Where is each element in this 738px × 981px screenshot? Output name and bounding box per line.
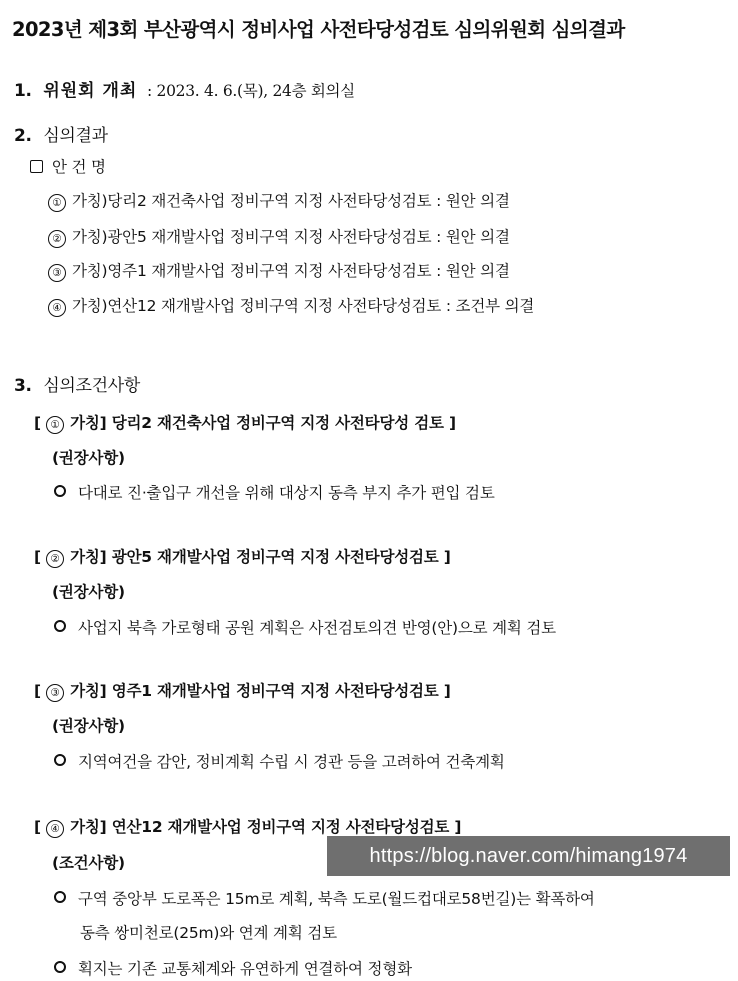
condition-bullet-text: 구역 중앙부 도로폭은 15m로 계획, 북측 도로(월드컵대로58번길)는 확폭하여 [78, 890, 595, 908]
condition-bullet [54, 887, 595, 909]
agenda-subheading-text: 안 건 명 [52, 158, 106, 176]
condition-block-title: 가칭] 광안5 재개발사업 정비구역 지정 사전타당성검토 ] [70, 548, 451, 566]
bullet-circle-icon [54, 485, 66, 497]
condition-bullet-text: 획지는 기존 교통체계와 유연하게 연결하여 정형화 [78, 960, 412, 978]
condition-block-header: [ ④ 가칭] 연산12 재개발사업 정비구역 지정 사전타당성검토 ] [34, 818, 462, 836]
section-1-value: : 2023. 4. 6.(목), 24층 회의실 [146, 82, 355, 100]
condition-block-header: [ ① 가칭] 당리2 재건축사업 정비구역 지정 사전타당성 검토 ] [34, 414, 456, 432]
blog-watermark: https://blog.naver.com/himang1974 [327, 836, 730, 876]
section-1-label: 위원회 개최 [43, 81, 138, 101]
condition-category: (권장사항) [52, 583, 125, 601]
condition-category: (권장사항) [52, 717, 125, 735]
condition-bullet-text: 사업지 북측 가로형태 공원 계획은 사전검토의견 반영(안)으로 계획 검토 [78, 619, 556, 637]
section-2-heading [14, 121, 108, 146]
section-2-number: 2. [14, 126, 32, 146]
condition-category: (조건사항) [52, 854, 125, 872]
condition-category: (권장사항) [52, 449, 125, 467]
condition-bullet [54, 957, 412, 979]
bullet-circle-icon [54, 961, 66, 973]
agenda-item-text: 가칭)영주1 재개발사업 정비구역 지정 사전타당성검토 : 원안 의결 [72, 262, 510, 280]
document-title: 2023년 제3회 부산광역시 정비사업 사전타당성검토 심의위원회 심의결과 [12, 18, 625, 41]
condition-block-header: [ ② 가칭] 광안5 재개발사업 정비구역 지정 사전타당성검토 ] [34, 548, 451, 566]
condition-block-title: 가칭] 연산12 재개발사업 정비구역 지정 사전타당성검토 ] [70, 818, 462, 836]
condition-bullet [54, 616, 556, 638]
agenda-item [48, 294, 534, 317]
circled-number: ③ [46, 684, 64, 702]
circled-number: ② [48, 230, 66, 248]
bullet-circle-icon [54, 754, 66, 766]
agenda-item [48, 189, 510, 212]
circled-number: ① [46, 416, 64, 434]
section-2-label: 심의결과 [43, 126, 108, 146]
section-1-number: 1. [14, 81, 32, 101]
agenda-item-text: 가칭)연산12 재개발사업 정비구역 지정 사전타당성검토 : 조건부 의결 [72, 297, 535, 315]
section-3-label: 심의조건사항 [43, 376, 141, 396]
section-3-heading [14, 371, 140, 396]
agenda-item-text: 가칭)당리2 재건축사업 정비구역 지정 사전타당성검토 : 원안 의결 [72, 192, 510, 210]
condition-bullet [54, 750, 505, 772]
condition-bullet [54, 481, 495, 503]
circled-number: ③ [48, 264, 66, 282]
section-3-number: 3. [14, 376, 32, 396]
condition-block-title: 가칭] 영주1 재개발사업 정비구역 지정 사전타당성검토 ] [70, 682, 451, 700]
condition-bullet-continuation: 동측 쌍미천로(25m)와 연계 계획 검토 [80, 924, 337, 942]
circled-number: ② [46, 550, 64, 568]
condition-block-title: 가칭] 당리2 재건축사업 정비구역 지정 사전타당성 검토 ] [70, 414, 456, 432]
agenda-subheading [30, 155, 106, 177]
circled-number: ① [48, 194, 66, 212]
agenda-item [48, 259, 510, 282]
condition-bullet-text: 다대로 진·출입구 개선을 위해 대상지 동측 부지 추가 편입 검토 [78, 484, 495, 502]
square-icon [30, 160, 43, 173]
agenda-item-text: 가칭)광안5 재개발사업 정비구역 지정 사전타당성검토 : 원안 의결 [72, 228, 510, 246]
condition-block-header: [ ③ 가칭] 영주1 재개발사업 정비구역 지정 사전타당성검토 ] [34, 682, 451, 700]
circled-number: ④ [46, 820, 64, 838]
section-1-heading [14, 76, 355, 101]
agenda-item [48, 225, 510, 248]
condition-bullet-text: 지역여건을 감안, 정비계획 수립 시 경관 등을 고려하여 건축계획 [78, 753, 505, 771]
bullet-circle-icon [54, 620, 66, 632]
bullet-circle-icon [54, 891, 66, 903]
circled-number: ④ [48, 299, 66, 317]
